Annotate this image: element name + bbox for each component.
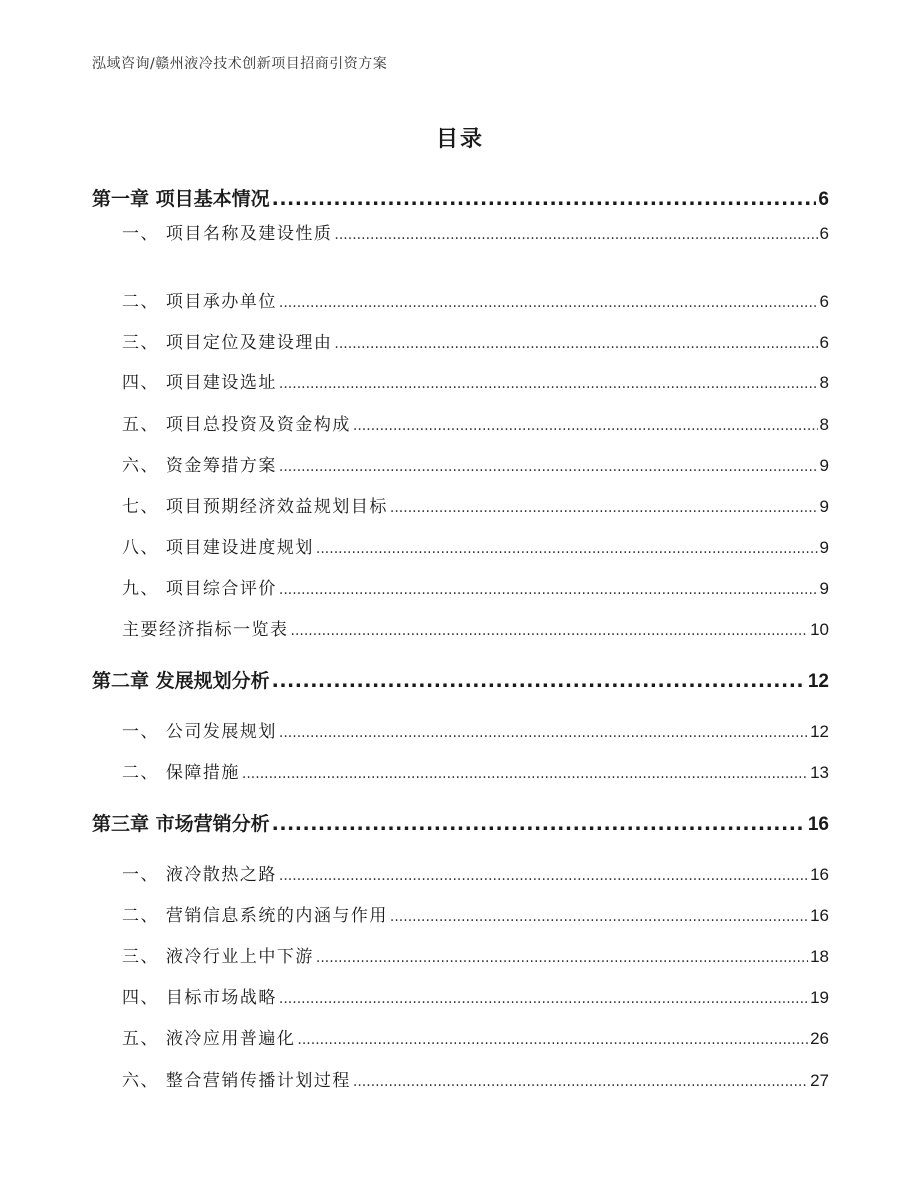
toc-label: 一、 项目名称及建设性质 xyxy=(122,224,333,244)
toc-label: 第三章 市场营销分析 xyxy=(92,813,270,835)
toc-entry[interactable] xyxy=(122,533,829,558)
toc-label: 二、 项目承办单位 xyxy=(122,292,277,312)
toc-entry[interactable] xyxy=(122,901,829,926)
toc-entry[interactable] xyxy=(122,1066,829,1091)
leader-dots xyxy=(272,813,806,835)
toc-page-number: 27 xyxy=(810,1071,829,1090)
toc-page-number: 9 xyxy=(819,456,829,475)
toc-page-number: 10 xyxy=(810,620,829,639)
toc-label: 三、 项目定位及建设理由 xyxy=(122,333,333,353)
toc-entry[interactable] xyxy=(122,451,829,476)
toc-entry[interactable] xyxy=(122,219,829,244)
toc-label: 一、 液冷散热之路 xyxy=(122,865,277,885)
toc-page-number: 9 xyxy=(819,579,829,598)
leader-dots xyxy=(291,623,809,639)
leader-dots xyxy=(316,541,818,557)
toc-label: 六、 整合营销传播计划过程 xyxy=(122,1071,351,1091)
toc-entry[interactable] xyxy=(122,983,829,1008)
toc-label: 七、 项目预期经济效益规划目标 xyxy=(122,497,388,517)
running-header: 泓域咨询/赣州液冷技术创新项目招商引资方案 xyxy=(92,56,388,72)
toc-page-number: 9 xyxy=(819,538,829,557)
toc-page-number: 6 xyxy=(819,292,829,311)
toc-label: 四、 项目建设选址 xyxy=(122,373,277,393)
toc-page-number: 12 xyxy=(807,671,829,692)
leader-dots xyxy=(334,336,817,352)
toc-entry[interactable] xyxy=(122,410,829,435)
toc-label: 四、 目标市场战略 xyxy=(122,988,277,1008)
toc-chapter-2[interactable] xyxy=(92,666,829,693)
leader-dots xyxy=(272,188,817,210)
toc-page-number: 6 xyxy=(818,189,829,210)
page-title: 目录 xyxy=(435,127,484,152)
leader-dots xyxy=(353,418,818,434)
leader-dots xyxy=(390,909,808,925)
toc-label: 一、 公司发展规划 xyxy=(122,722,277,742)
toc-entry[interactable] xyxy=(122,758,829,783)
toc-label: 第一章 项目基本情况 xyxy=(92,188,270,210)
toc-page-number: 26 xyxy=(810,1029,829,1048)
toc-chapter-3[interactable] xyxy=(92,809,829,836)
leader-dots xyxy=(272,670,806,692)
toc-page-number: 16 xyxy=(807,814,829,835)
leader-dots xyxy=(279,376,818,392)
toc-page-number: 18 xyxy=(810,947,829,966)
toc-entry[interactable] xyxy=(122,287,829,312)
toc-label: 五、 项目总投资及资金构成 xyxy=(122,415,351,435)
leader-dots xyxy=(279,991,808,1007)
toc-page-number: 16 xyxy=(810,865,829,884)
toc-entry[interactable] xyxy=(122,328,829,353)
leader-dots xyxy=(297,1032,808,1048)
toc-label: 二、 营销信息系统的内涵与作用 xyxy=(122,906,388,926)
toc-page-number: 13 xyxy=(810,763,829,782)
leader-dots xyxy=(390,500,818,516)
toc-label: 八、 项目建设进度规划 xyxy=(122,538,314,558)
toc-page-number: 8 xyxy=(819,373,829,392)
toc-entry[interactable] xyxy=(122,717,829,742)
toc-label: 五、 液冷应用普遍化 xyxy=(122,1029,296,1049)
toc-label: 二、 保障措施 xyxy=(122,763,240,783)
leader-dots xyxy=(353,1074,808,1090)
toc-entry[interactable] xyxy=(122,860,829,885)
toc-page-number: 8 xyxy=(819,415,829,434)
leader-dots xyxy=(279,295,818,311)
leader-dots xyxy=(279,582,818,598)
toc-label: 三、 液冷行业上中下游 xyxy=(122,947,314,967)
toc-page-number: 19 xyxy=(810,988,829,1007)
leader-dots xyxy=(279,459,818,475)
toc-entry[interactable] xyxy=(122,942,829,967)
toc-page-number: 6 xyxy=(819,333,829,352)
leader-dots xyxy=(316,950,808,966)
leader-dots xyxy=(242,766,808,782)
toc-page-number: 16 xyxy=(810,906,829,925)
toc-entry[interactable] xyxy=(122,492,829,517)
leader-dots xyxy=(279,868,808,884)
toc-label: 九、 项目综合评价 xyxy=(122,579,277,599)
toc-entry[interactable] xyxy=(122,615,829,640)
toc-label: 六、 资金筹措方案 xyxy=(122,456,277,476)
toc-entry[interactable] xyxy=(122,368,829,393)
toc-page-number: 9 xyxy=(819,497,829,516)
toc-entry[interactable] xyxy=(122,1024,829,1049)
toc-entry[interactable] xyxy=(122,574,829,599)
toc-label: 第二章 发展规划分析 xyxy=(92,670,270,692)
leader-dots xyxy=(334,227,817,243)
toc-page-number: 6 xyxy=(819,224,829,243)
toc-chapter-1[interactable] xyxy=(92,184,829,211)
toc-label: 主要经济指标一览表 xyxy=(122,620,289,640)
toc-page-number: 12 xyxy=(810,722,829,741)
leader-dots xyxy=(279,725,808,741)
